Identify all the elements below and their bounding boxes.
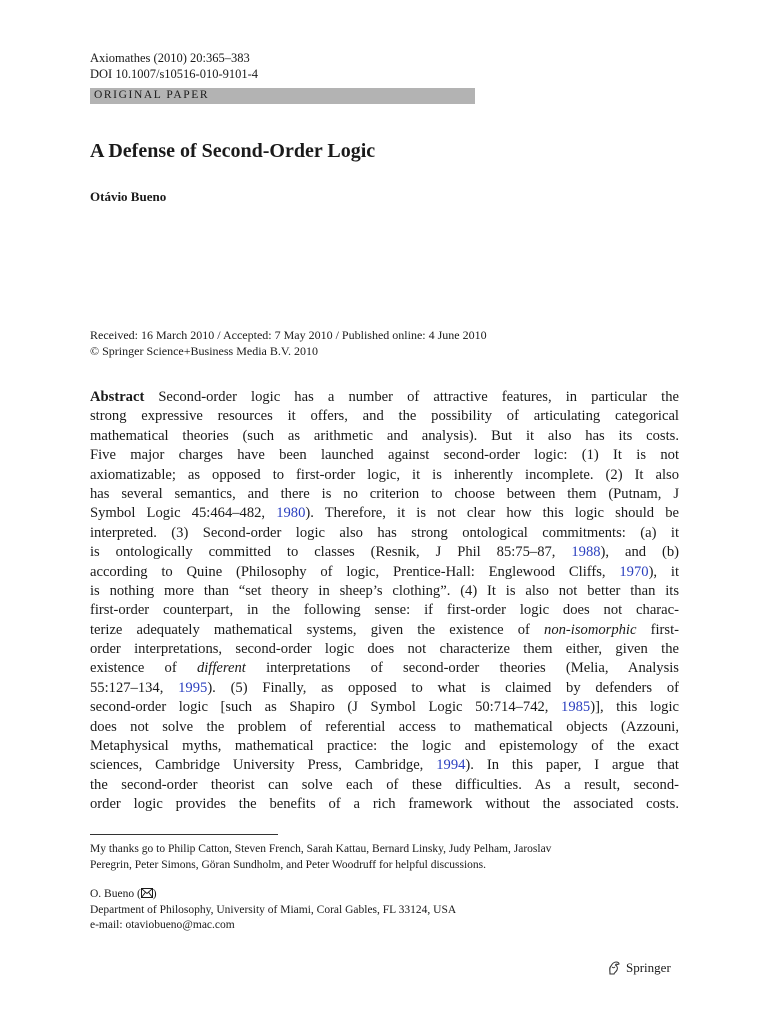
publisher-logo (606, 960, 671, 976)
article-title: A Defense of Second-Order Logic (90, 140, 376, 162)
abstract-line: Abstract Second-order logic has a number of attractive features, in particular the (90, 389, 679, 405)
abstract-line: Metaphysical myths, mathematical practice: the logic and epistemology of the exact (90, 738, 679, 755)
abstract-line: Five major charges have been launched against second-order logic: (1) It is not (90, 447, 679, 464)
email[interactable]: e-mail: otaviobueno@mac.com (90, 919, 235, 931)
abstract-line: has several semantics, and there is no criterion to choose between them (Putnam, J (90, 485, 679, 502)
abstract-line: interpreted. (3) Second-order logic also has strong ontological commitments: (a) it (90, 524, 679, 541)
springer-horse-icon (606, 960, 622, 976)
envelope-icon (141, 888, 153, 898)
section-label: ORIGINAL PAPER (94, 89, 210, 101)
publication-dates: Received: 16 March 2010 / Accepted: 7 May 2010 / Published online: 4 June 2010 (90, 328, 487, 342)
correspondence-name: O. Bueno ( ) (90, 888, 157, 900)
abstract-line: Symbol Logic 45:464–482, 1980). Therefore, it is not clear how this logic should be (90, 505, 679, 522)
journal-citation: Axiomathes (2010) 20:365–383 (90, 51, 250, 65)
abstract-line: order interpretations, second-order logic does not characterize them either, given the (90, 641, 679, 658)
abstract-line: first-order counterpart, in the following sense: if first-order logic does not charac- (90, 602, 679, 619)
publisher-name: Springer (626, 960, 671, 975)
abstract-line: is ontologically committed to classes (Resnik, J Phil 85:75–87, 1988), and (b) (90, 544, 679, 561)
department: Department of Philosophy, University of Miami, Coral Gables, FL 33124, USA (90, 903, 457, 916)
abstract-line: strong expressive resources it offers, and the possibility of articulating categorical (90, 408, 679, 425)
abstract-line: order logic provides the benefits of a rich framework without the associated costs. (90, 796, 679, 813)
citation-link[interactable]: 1994 (436, 757, 466, 774)
publication-info (90, 328, 487, 359)
footnote-line: My thanks go to Philip Catton, Steven French, Sarah Kattau, Bernard Linsky, Judy Pelham, Jaroslav (90, 843, 552, 855)
footnote-line: Peregrin, Peter Simons, Göran Sundholm, and Peter Woodruff for helpful discussions. (90, 858, 486, 871)
abstract-line: second-order logic [such as Shapiro (J Symbol Logic 50:714–742, 1985)], this logic (90, 699, 679, 716)
abstract-line: mathematical theories (such as arithmetic and analysis). But it also has its costs. (90, 427, 679, 444)
emphasis: different (196, 660, 246, 677)
copyright: © Springer Science+Business Media B.V. 2010 (90, 343, 318, 358)
journal-header (90, 50, 258, 82)
citation-link[interactable]: 1988 (571, 544, 601, 561)
citation-link[interactable]: 1985 (561, 699, 591, 716)
abstract-line: does not solve the problem of referential access to mathematical objects (Azzouni, (90, 718, 679, 735)
abstract-label: Abstract (90, 389, 145, 405)
footnote-divider (90, 834, 278, 835)
author-name: Otávio Bueno (90, 189, 167, 204)
abstract-line: terize adequately mathematical systems, given the existence of non-isomorphic first- (90, 621, 679, 638)
doi: DOI 10.1007/s10516-010-9101-4 (90, 67, 259, 81)
citation-link[interactable]: 1970 (619, 563, 649, 580)
abstract-line: 55:127–134, 1995). (5) Finally, as opposed to what is claimed by defenders of (90, 679, 679, 696)
abstract-line: the second-order theorist can solve each of these difficulties. As a result, second- (90, 776, 679, 793)
acknowledgment-footnote (90, 842, 680, 873)
section-bar (90, 88, 475, 104)
abstract-line: is nothing more than “set theory in sheep’s clothing”. (4) It is also not better than its (90, 582, 679, 599)
abstract-line: sciences, Cambridge University Press, Cambridge, 1994). In this paper, I argue that (90, 757, 679, 774)
abstract-line: existence of different interpretations of second-order theories (Melia, Analysis (90, 660, 679, 677)
emphasis: non-isomorphic (544, 621, 637, 638)
abstract (90, 388, 679, 815)
abstract-line: according to Quine (Philosophy of logic, Prentice-Hall: Englewood Cliffs, 1970), it (90, 563, 679, 580)
citation-link[interactable]: 1980 (276, 505, 306, 522)
citation-link[interactable]: 1995 (178, 679, 208, 696)
abstract-line: axiomatizable; as opposed to first-order logic, it is inherently incomplete. (2) It also (90, 466, 679, 483)
author-affiliation (90, 887, 456, 934)
